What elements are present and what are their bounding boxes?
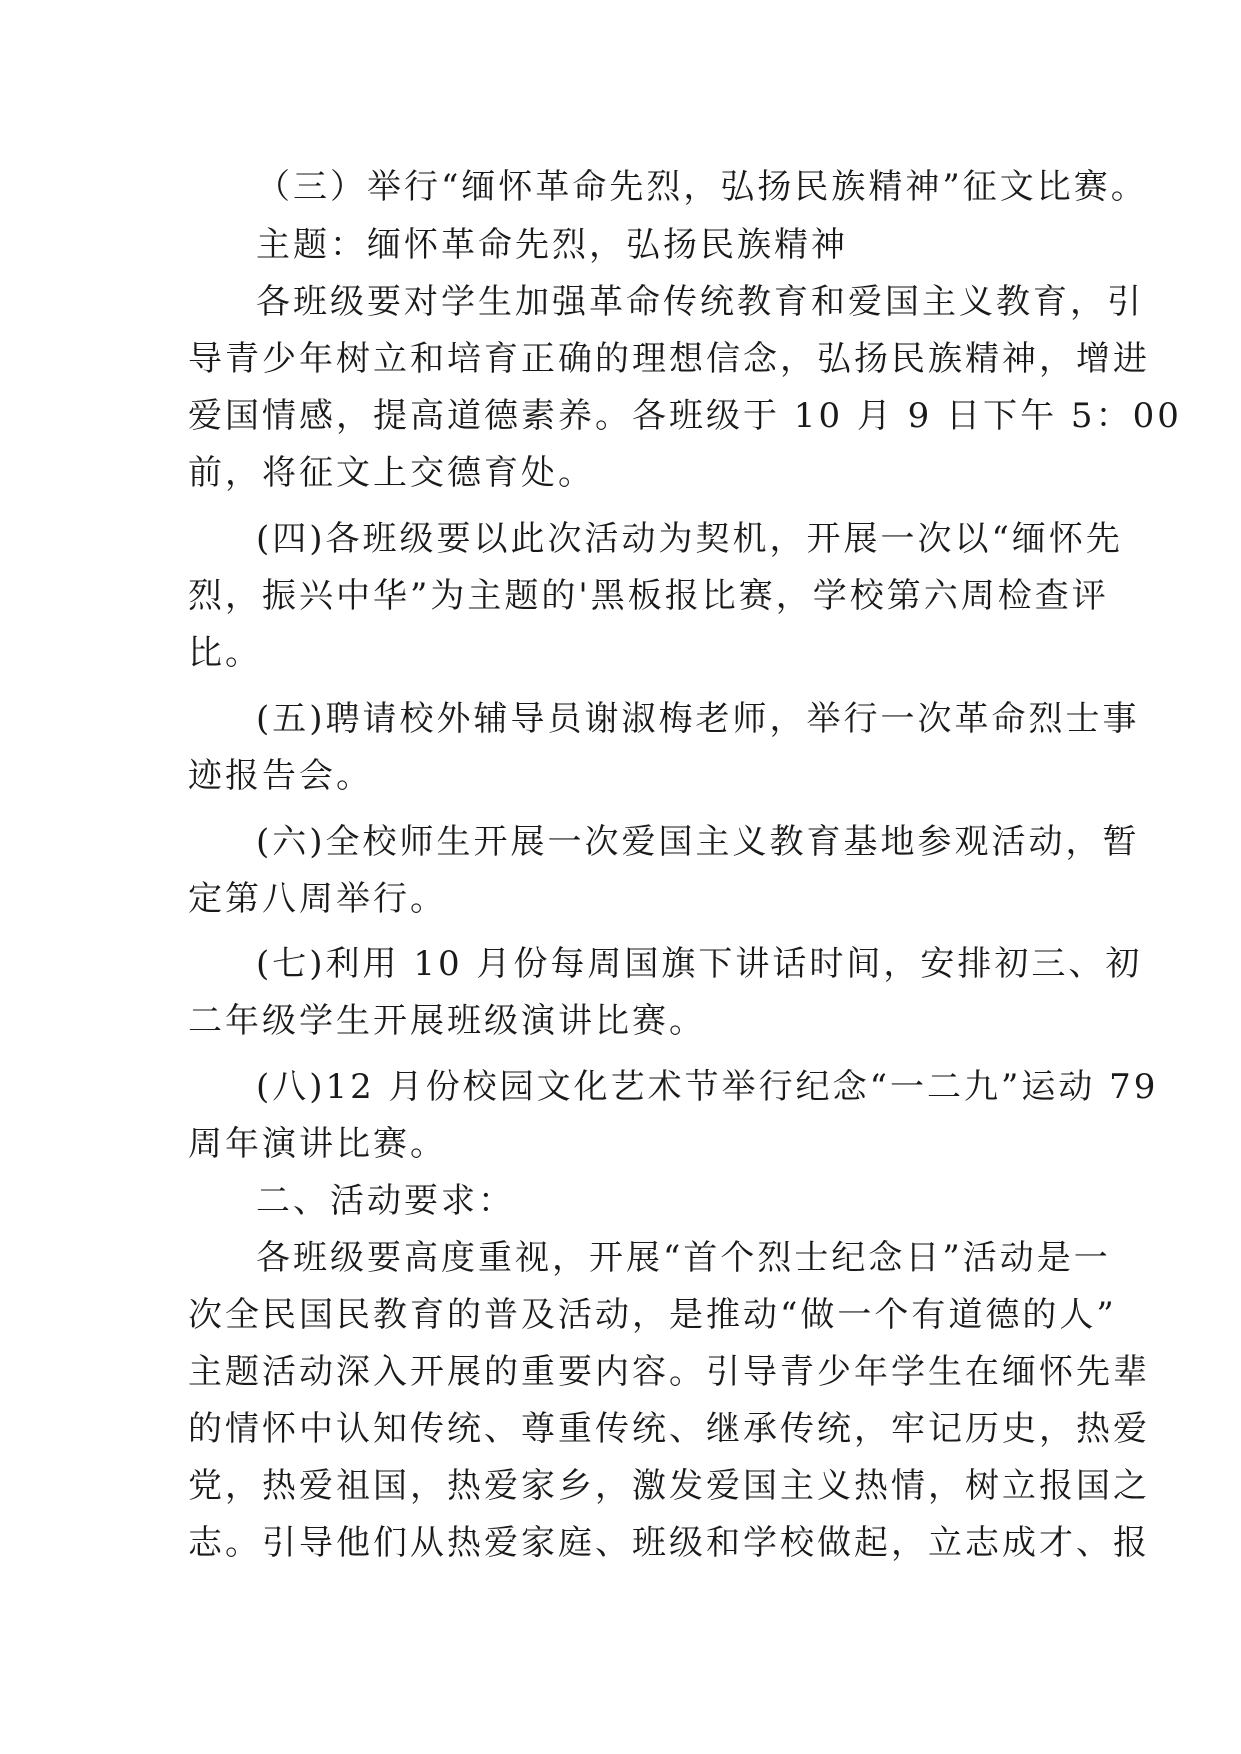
text-line: 周年演讲比赛。 (188, 1124, 447, 1164)
text-line: 比。 (188, 633, 262, 673)
text-line: 爱国情感，提高道德素养。各班级于 10 月 9 日下午 5：00 (188, 396, 1182, 436)
text-line: (八)12 月份校园文化艺术节举行纪念“一二九”运动 79 (256, 1067, 1159, 1107)
text-line: 烈，振兴中华”为主题的'黑板报比赛，学校第六周检查评 (188, 576, 1109, 616)
text-line: 导青少年树立和培育正确的理想信念，弘扬民族精神，增进 (188, 339, 1150, 379)
text-line: 党，热爱祖国，热爱家乡，激发爱国主义热情，树立报国之 (188, 1466, 1150, 1506)
text-line: 主题：缅怀革命先烈，弘扬民族精神 (256, 225, 848, 265)
text-line: 定第八周举行。 (188, 879, 447, 919)
text-line: 志。引导他们从热爱家庭、班级和学校做起，立志成才、报 (188, 1523, 1150, 1563)
text-line: 的情怀中认知传统、尊重传统、继承传统，牢记历史，热爱 (188, 1409, 1150, 1449)
text-line: 迹报告会。 (188, 756, 373, 796)
section-heading: 二、活动要求： (256, 1181, 515, 1221)
text-line: (六)全校师生开展一次爱国主义教育基地参观活动，暂 (256, 822, 1140, 862)
text-line: 各班级要对学生加强革命传统教育和爱国主义教育，引 (256, 282, 1144, 322)
text-line: 二年级学生开展班级演讲比赛。 (188, 1001, 706, 1041)
text-line: 主题活动深入开展的重要内容。引导青少年学生在缅怀先辈 (188, 1352, 1150, 1392)
text-line: (五)聘请校外辅导员谢淑梅老师，举行一次革命烈士事 (256, 699, 1140, 739)
text-line: (七)利用 10 月份每周国旗下讲话时间，安排初三、初 (256, 944, 1143, 984)
text-line: 各班级要高度重视，开展“首个烈士纪念日”活动是一 (256, 1238, 1111, 1278)
text-line: (四)各班级要以此次活动为契机，开展一次以“缅怀先 (256, 519, 1123, 559)
text-line: （三）举行“缅怀革命先烈，弘扬民族精神”征文比赛。 (256, 167, 1148, 207)
text-line: 前，将征文上交德育处。 (188, 453, 595, 493)
text-line: 次全民国民教育的普及活动，是推动“做一个有道德的人” (188, 1295, 1117, 1335)
